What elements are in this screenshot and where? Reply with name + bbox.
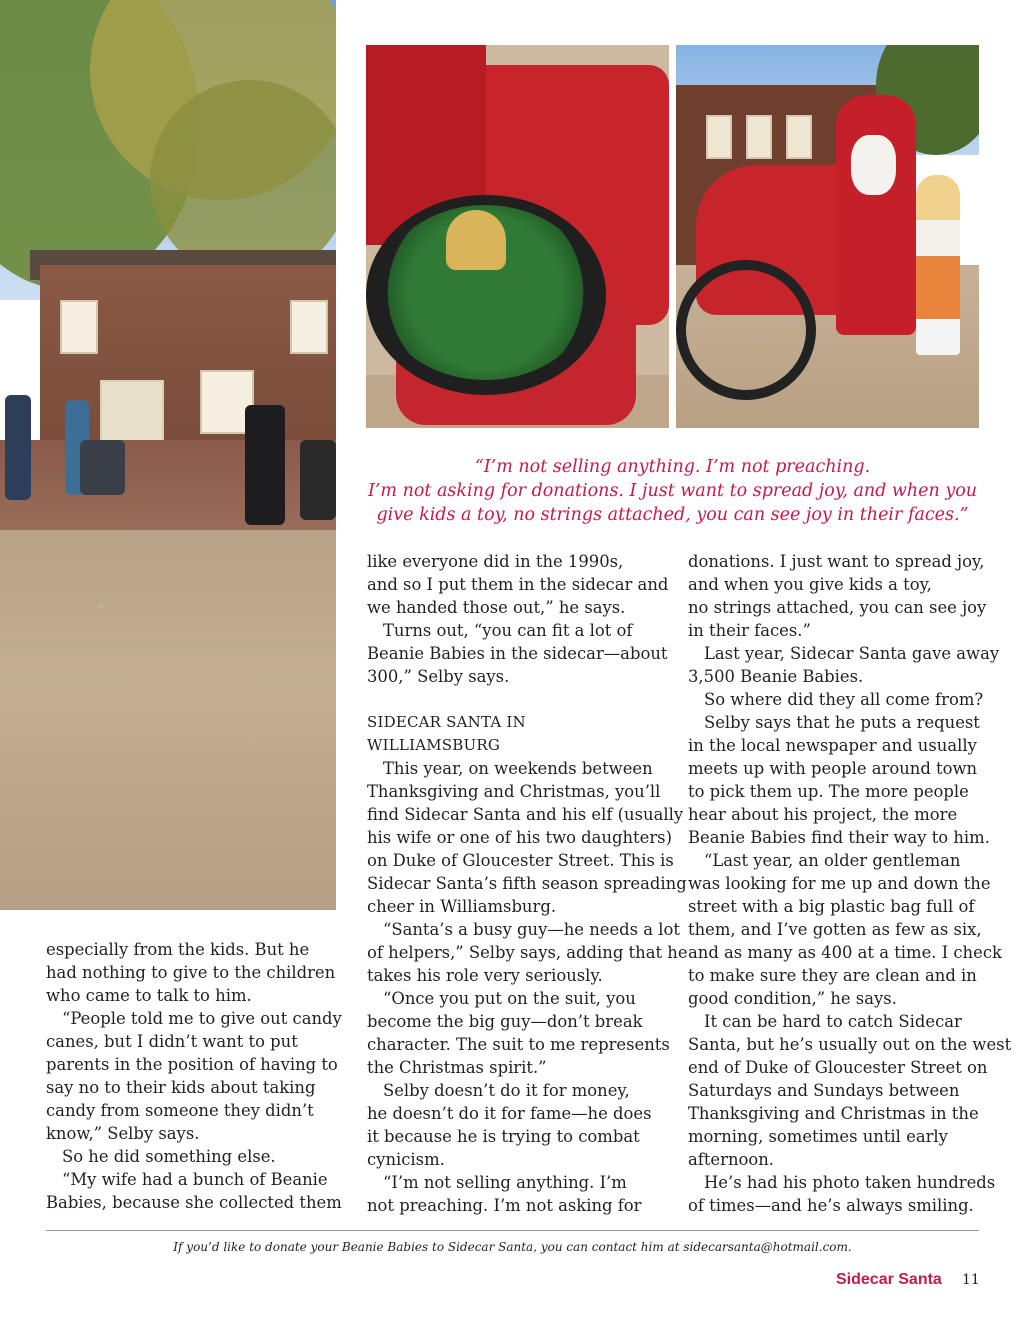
article-column-3 — [688, 550, 1012, 1217]
text-line: street with a big plastic bag full of — [688, 897, 975, 916]
text-line: canes, but I didn’t want to put — [46, 1032, 298, 1051]
text-line: Turns out, “you can fit a lot of — [383, 621, 633, 640]
text-line: know,” Selby says. — [46, 1124, 200, 1143]
pull-quote — [366, 455, 979, 527]
text-line: was looking for me up and down the — [688, 874, 991, 893]
text-line: So where did they all come from? — [704, 690, 984, 709]
text-line: Selby says that he puts a request — [704, 713, 980, 732]
text-line: in their faces.” — [688, 621, 811, 640]
footnote: If you’d like to donate your Beanie Babies to Sidecar Santa, you can contact him at sidecarsanta@hotmail.com. — [173, 1240, 852, 1254]
text-line: morning, sometimes until early — [688, 1127, 948, 1146]
text-line: Saturdays and Sundays between — [688, 1081, 960, 1100]
text-line: “I’m not selling anything. I’m — [383, 1173, 627, 1192]
text-line: not preaching. I’m not asking for — [367, 1196, 642, 1215]
text-line: Thanksgiving and Christmas, you’ll — [367, 782, 661, 801]
street-scene-photo — [0, 0, 336, 910]
text-line: and when you give kids a toy, — [688, 575, 932, 594]
text-line: This year, on weekends between — [383, 759, 653, 778]
text-line: Santa, but he’s usually out on the west — [688, 1035, 1012, 1054]
pull-quote-line: I’m not asking for donations. I just want to spread joy, and when you — [367, 481, 978, 501]
text-line: “Once you put on the suit, you — [383, 989, 636, 1008]
text-line: to make sure they are clean and in — [688, 966, 977, 985]
text-line: donations. I just want to spread joy, — [688, 552, 985, 571]
text-line: his wife or one of his two daughters) — [367, 828, 672, 847]
article-column-1 — [46, 938, 342, 1214]
text-line: candy from someone they didn’t — [46, 1101, 314, 1120]
text-line: become the big guy—don’t break — [367, 1012, 643, 1031]
text-line: and as many as 400 at a time. I check — [688, 943, 1002, 962]
text-line: say no to their kids about taking — [46, 1078, 316, 1097]
text-line: in the local newspaper and usually — [688, 736, 977, 755]
text-line: Thanksgiving and Christmas in the — [688, 1104, 979, 1123]
text-line: end of Duke of Gloucester Street on — [688, 1058, 988, 1077]
text-line: It can be hard to catch Sidecar — [704, 1012, 962, 1031]
text-line: of helpers,” Selby says, adding that he — [367, 943, 688, 962]
text-line: to pick them up. The more people — [688, 782, 969, 801]
text-line: find Sidecar Santa and his elf (usually — [367, 805, 684, 824]
text-line: Sidecar Santa’s fifth season spreading — [367, 874, 687, 893]
text-line: of times—and he’s always smiling. — [688, 1196, 974, 1215]
text-line: the Christmas spirit.” — [367, 1058, 547, 1077]
text-line: 3,500 Beanie Babies. — [688, 667, 864, 686]
text-line: Babies, because she collected them — [46, 1193, 342, 1212]
text-line: 300,” Selby says. — [367, 667, 510, 686]
footnote-divider — [46, 1230, 979, 1231]
text-line: “My wife had a bunch of Beanie — [62, 1170, 328, 1189]
text-line: good condition,” he says. — [688, 989, 897, 1008]
text-line: meets up with people around town — [688, 759, 978, 778]
text-line: Selby doesn’t do it for money, — [383, 1081, 630, 1100]
article-column-2 — [367, 550, 688, 1217]
text-line: parents in the position of having to — [46, 1055, 338, 1074]
text-line: takes his role very seriously. — [367, 966, 603, 985]
text-line: cheer in Williamsburg. — [367, 897, 557, 916]
text-line: on Duke of Gloucester Street. This is — [367, 851, 674, 870]
text-line: and so I put them in the sidecar and — [367, 575, 669, 594]
text-line: “Last year, an older gentleman — [704, 851, 961, 870]
text-line: “Santa’s a busy guy—he needs a lot — [383, 920, 680, 939]
santa-motorcycle-photo — [676, 45, 979, 428]
pull-quote-line: “I’m not selling anything. I’m not preaching. — [474, 457, 871, 477]
text-line: He’s had his photo taken hundreds — [704, 1173, 996, 1192]
text-line: character. The suit to me represents — [367, 1035, 670, 1054]
text-line: afternoon. — [688, 1150, 775, 1169]
text-line: like everyone did in the 1990s, — [367, 552, 624, 571]
footer-section-title: Sidecar Santa — [836, 1271, 942, 1288]
text-line: no strings attached, you can see joy — [688, 598, 987, 617]
text-line: cynicism. — [367, 1150, 445, 1169]
text-line: “People told me to give out candy — [62, 1009, 342, 1028]
section-heading: WILLIAMSBURG — [367, 736, 500, 754]
text-line: hear about his project, the more — [688, 805, 958, 824]
text-line: we handed those out,” he says. — [367, 598, 626, 617]
text-line: especially from the kids. But he — [46, 940, 310, 959]
text-line: who came to talk to him. — [46, 986, 252, 1005]
text-line: he doesn’t do it for fame—he does — [367, 1104, 652, 1123]
sidecar-wreath-photo — [366, 45, 669, 428]
section-heading: SIDECAR SANTA IN — [367, 713, 526, 731]
page-number: 11 — [962, 1272, 980, 1288]
pull-quote-line: give kids a toy, no strings attached, you can see joy in their faces.” — [376, 505, 969, 525]
text-line: So he did something else. — [62, 1147, 276, 1166]
text-line: Beanie Babies in the sidecar—about — [367, 644, 668, 663]
text-line: them, and I’ve gotten as few as six, — [688, 920, 982, 939]
text-line: it because he is trying to combat — [367, 1127, 640, 1146]
text-line: had nothing to give to the children — [46, 963, 336, 982]
text-line: Beanie Babies find their way to him. — [688, 828, 990, 847]
text-line: Last year, Sidecar Santa gave away — [704, 644, 1000, 663]
